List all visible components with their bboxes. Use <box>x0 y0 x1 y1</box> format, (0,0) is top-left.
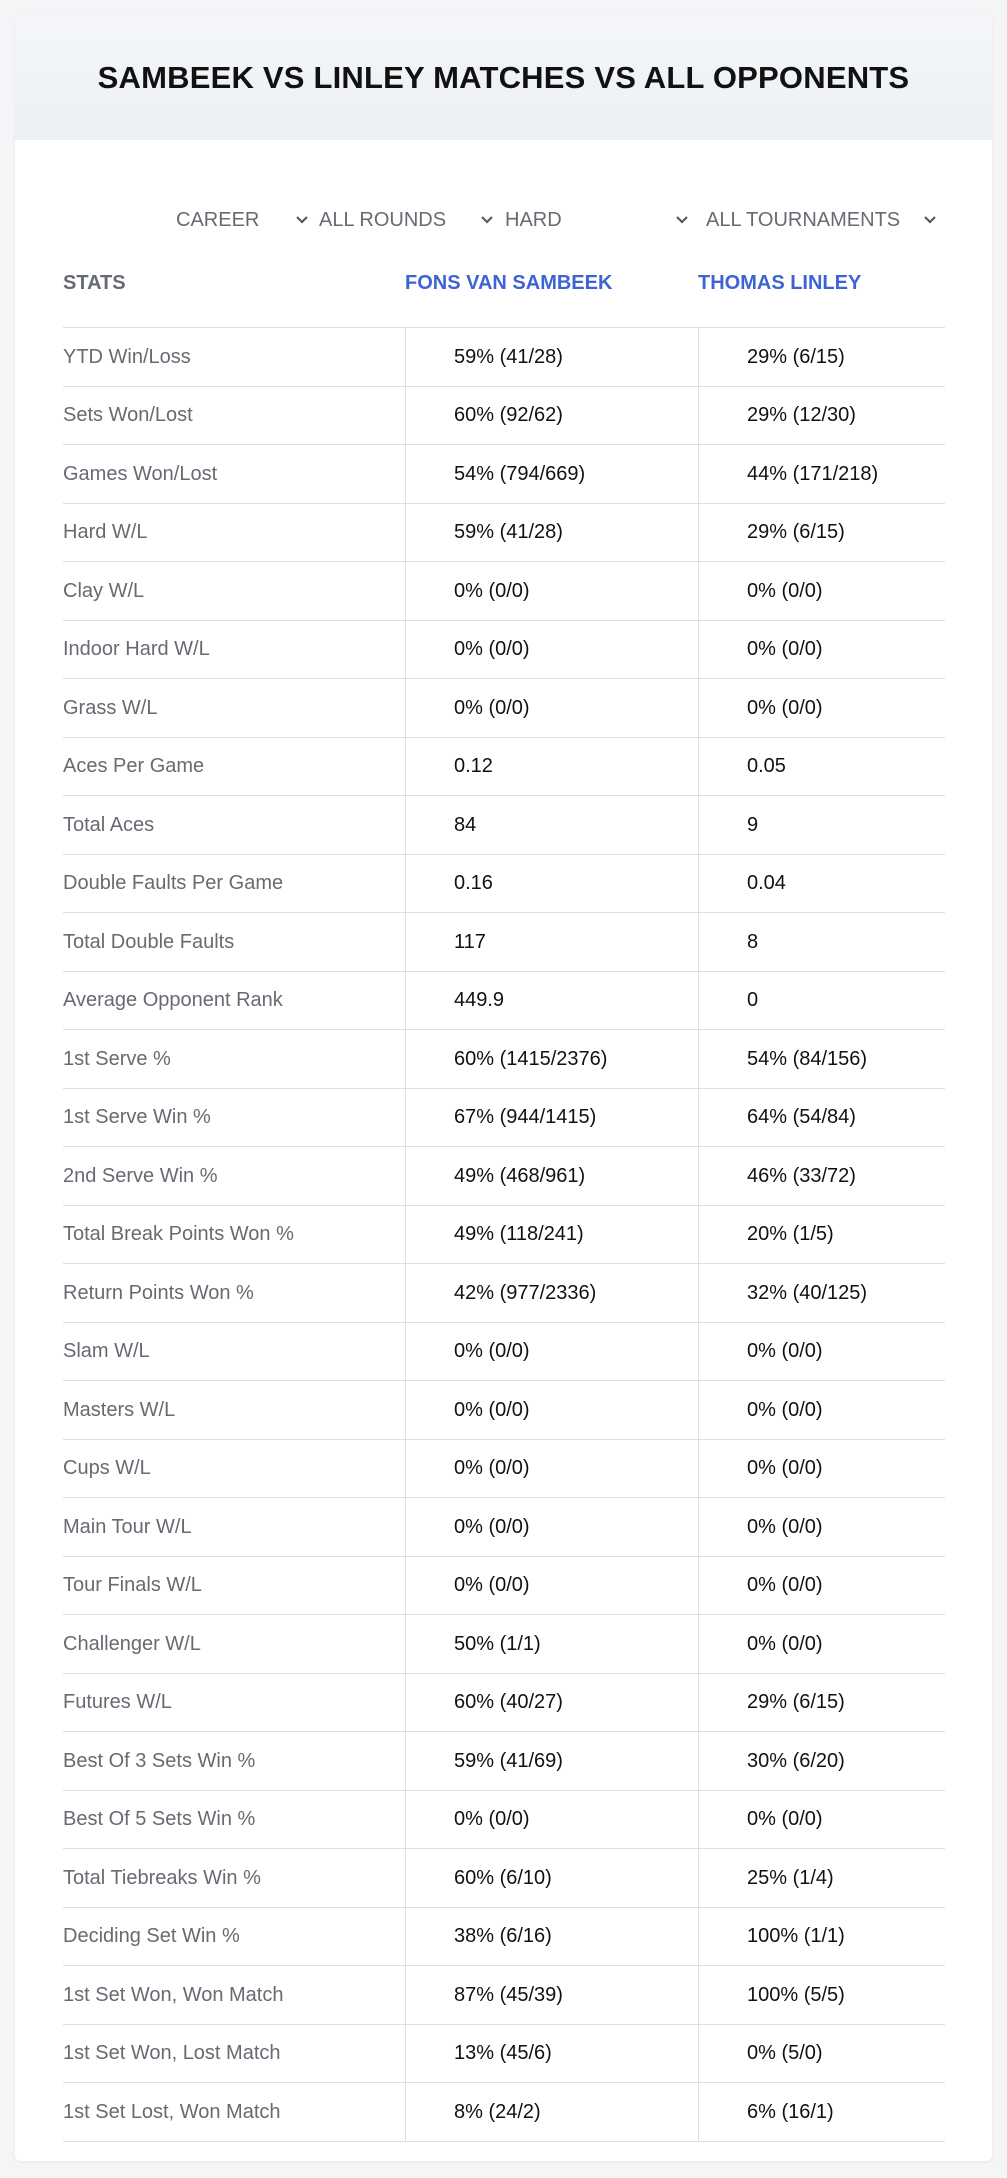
player2-value: 32% (40/125) <box>698 1264 945 1322</box>
table-row <box>63 562 945 621</box>
chevron-down-icon <box>922 212 938 228</box>
stat-label: Futures W/L <box>63 1691 172 1713</box>
stat-label: Total Break Points Won % <box>63 1223 294 1245</box>
player1-value: 0% (0/0) <box>405 1440 698 1498</box>
player2-value: 0.05 <box>698 738 945 796</box>
stat-label: Hard W/L <box>63 521 148 543</box>
player2-value: 6% (16/1) <box>698 2083 945 2141</box>
column-header-player2[interactable]: THOMAS LINLEY <box>698 272 862 294</box>
table-row <box>63 1030 945 1089</box>
chevron-down-icon <box>294 212 310 228</box>
player1-value: 60% (92/62) <box>405 387 698 445</box>
stat-label: Return Points Won % <box>63 1281 254 1304</box>
player1-value: 67% (944/1415) <box>405 1089 698 1147</box>
stat-label: Clay W/L <box>63 579 145 602</box>
table-row <box>63 1732 945 1791</box>
stat-label: Deciding Set Win % <box>63 1925 240 1947</box>
round-select[interactable] <box>319 190 446 250</box>
column-header-stats: STATS <box>63 272 126 294</box>
table-row <box>63 738 945 797</box>
player2-value: 25% (1/4) <box>698 1849 945 1907</box>
player2-value: 0 <box>698 972 945 1030</box>
player1-value: 449.9 <box>405 972 698 1030</box>
player2-value: 0% (0/0) <box>698 1323 945 1381</box>
table-row <box>63 1615 945 1674</box>
table-body <box>63 328 945 2142</box>
stat-label: Challenger W/L <box>63 1632 201 1655</box>
stat-label: Average Opponent Rank <box>63 989 283 1011</box>
player2-value: 0% (0/0) <box>698 1615 945 1673</box>
player2-value: 29% (6/15) <box>698 328 945 386</box>
player1-value: 60% (40/27) <box>405 1674 698 1732</box>
table-row <box>63 1498 945 1557</box>
player2-value: 46% (33/72) <box>698 1147 945 1205</box>
stat-label: 1st Serve % <box>63 1047 171 1070</box>
stat-label: Cups W/L <box>63 1457 151 1479</box>
chevron-down-icon <box>479 212 495 228</box>
player2-value: 0% (0/0) <box>698 1498 945 1556</box>
table-row <box>63 855 945 914</box>
player1-value: 0% (0/0) <box>405 621 698 679</box>
tournament-select[interactable] <box>706 190 900 250</box>
stat-label: YTD Win/Loss <box>63 345 191 368</box>
stat-label: 1st Set Lost, Won Match <box>63 2100 281 2123</box>
table-row <box>63 1849 945 1908</box>
surface-select[interactable] <box>505 190 562 250</box>
player1-value: 117 <box>405 913 698 971</box>
stat-label: Tour Finals W/L <box>63 1574 202 1596</box>
stat-label: Games Won/Lost <box>63 462 218 485</box>
player1-value: 0% (0/0) <box>405 1323 698 1381</box>
table-row <box>63 1147 945 1206</box>
player2-value: 8 <box>698 913 945 971</box>
player2-value: 0% (0/0) <box>698 562 945 620</box>
stat-label: Total Aces <box>63 813 155 836</box>
stat-label: 1st Set Won, Lost Match <box>63 2042 281 2064</box>
round-select-value: ALL ROUNDS <box>319 208 447 231</box>
stat-label: Total Tiebreaks Win % <box>63 1866 261 1889</box>
player2-value: 100% (5/5) <box>698 1966 945 2024</box>
filter-bar <box>15 190 992 250</box>
player2-value: 0% (5/0) <box>698 2025 945 2083</box>
player1-value: 42% (977/2336) <box>405 1264 698 1322</box>
table-row <box>63 1089 945 1148</box>
player1-value: 49% (468/961) <box>405 1147 698 1205</box>
stat-label: 1st Serve Win % <box>63 1106 211 1128</box>
stat-label: Masters W/L <box>63 1398 176 1421</box>
player2-value: 44% (171/218) <box>698 445 945 503</box>
player2-value: 9 <box>698 796 945 854</box>
table-row <box>63 2083 945 2142</box>
table-row <box>63 504 945 563</box>
stats-table <box>63 250 945 2142</box>
table-row <box>63 1966 945 2025</box>
player1-value: 59% (41/69) <box>405 1732 698 1790</box>
table-row <box>63 2025 945 2084</box>
player2-value: 0% (0/0) <box>698 1381 945 1439</box>
column-header-player1[interactable]: FONS VAN SAMBEEK <box>405 272 613 294</box>
stat-label: Slam W/L <box>63 1340 150 1362</box>
stat-label: Best Of 3 Sets Win % <box>63 1749 256 1772</box>
player1-value: 0% (0/0) <box>405 1381 698 1439</box>
player2-value: 29% (6/15) <box>698 1674 945 1732</box>
period-select[interactable] <box>176 190 259 250</box>
player1-value: 50% (1/1) <box>405 1615 698 1673</box>
table-row <box>63 913 945 972</box>
player2-value: 0% (0/0) <box>698 1440 945 1498</box>
player1-value: 0% (0/0) <box>405 1557 698 1615</box>
surface-select-value: HARD <box>505 208 562 231</box>
player2-value: 0% (0/0) <box>698 1557 945 1615</box>
player1-value: 0% (0/0) <box>405 1498 698 1556</box>
player1-value: 0.16 <box>405 855 698 913</box>
player2-value: 20% (1/5) <box>698 1206 945 1264</box>
table-row <box>63 1206 945 1265</box>
stat-label: Sets Won/Lost <box>63 404 193 426</box>
player1-value: 59% (41/28) <box>405 504 698 562</box>
player2-value: 30% (6/20) <box>698 1732 945 1790</box>
table-row <box>63 972 945 1031</box>
stat-label: Indoor Hard W/L <box>63 638 210 660</box>
player1-value: 13% (45/6) <box>405 2025 698 2083</box>
player1-value: 0% (0/0) <box>405 1791 698 1849</box>
player1-value: 8% (24/2) <box>405 2083 698 2141</box>
period-select-value: CAREER <box>176 208 260 231</box>
table-row <box>63 621 945 680</box>
player2-value: 29% (6/15) <box>698 504 945 562</box>
player1-value: 60% (6/10) <box>405 1849 698 1907</box>
stat-label: Aces Per Game <box>63 755 205 777</box>
table-row <box>63 1908 945 1967</box>
player1-value: 38% (6/16) <box>405 1908 698 1966</box>
table-row <box>63 679 945 738</box>
stat-label: 2nd Serve Win % <box>63 1164 218 1187</box>
page-header <box>15 15 992 140</box>
table-row <box>63 328 945 387</box>
player1-value: 49% (118/241) <box>405 1206 698 1264</box>
player1-value: 0% (0/0) <box>405 562 698 620</box>
stat-label: Best Of 5 Sets Win % <box>63 1808 256 1830</box>
player2-value: 0% (0/0) <box>698 1791 945 1849</box>
table-row <box>63 1674 945 1733</box>
table-row <box>63 1440 945 1499</box>
stat-label: Grass W/L <box>63 696 158 719</box>
stat-label: 1st Set Won, Won Match <box>63 1983 284 2006</box>
table-row <box>63 1557 945 1616</box>
player2-value: 64% (54/84) <box>698 1089 945 1147</box>
table-row <box>63 1381 945 1440</box>
player2-value: 100% (1/1) <box>698 1908 945 1966</box>
chevron-down-icon <box>674 212 690 228</box>
player2-value: 0% (0/0) <box>698 679 945 737</box>
table-row <box>63 1791 945 1850</box>
player1-value: 60% (1415/2376) <box>405 1030 698 1088</box>
tournament-select-value: ALL TOURNAMENTS <box>706 208 901 231</box>
table-row <box>63 387 945 446</box>
table-row <box>63 445 945 504</box>
player1-value: 0.12 <box>405 738 698 796</box>
table-row <box>63 1323 945 1382</box>
stat-label: Double Faults Per Game <box>63 872 284 894</box>
table-row <box>63 796 945 855</box>
table-header <box>63 250 945 328</box>
stat-label: Main Tour W/L <box>63 1515 192 1538</box>
player2-value: 0.04 <box>698 855 945 913</box>
table-row <box>63 1264 945 1323</box>
player1-value: 87% (45/39) <box>405 1966 698 2024</box>
player1-value: 54% (794/669) <box>405 445 698 503</box>
player1-value: 0% (0/0) <box>405 679 698 737</box>
player2-value: 29% (12/30) <box>698 387 945 445</box>
page-title: SAMBEEK VS LINLEY MATCHES VS ALL OPPONENTS <box>97 59 910 95</box>
player2-value: 54% (84/156) <box>698 1030 945 1088</box>
player2-value: 0% (0/0) <box>698 621 945 679</box>
stat-label: Total Double Faults <box>63 930 235 953</box>
stats-card <box>15 15 992 2161</box>
player1-value: 59% (41/28) <box>405 328 698 386</box>
player1-value: 84 <box>405 796 698 854</box>
